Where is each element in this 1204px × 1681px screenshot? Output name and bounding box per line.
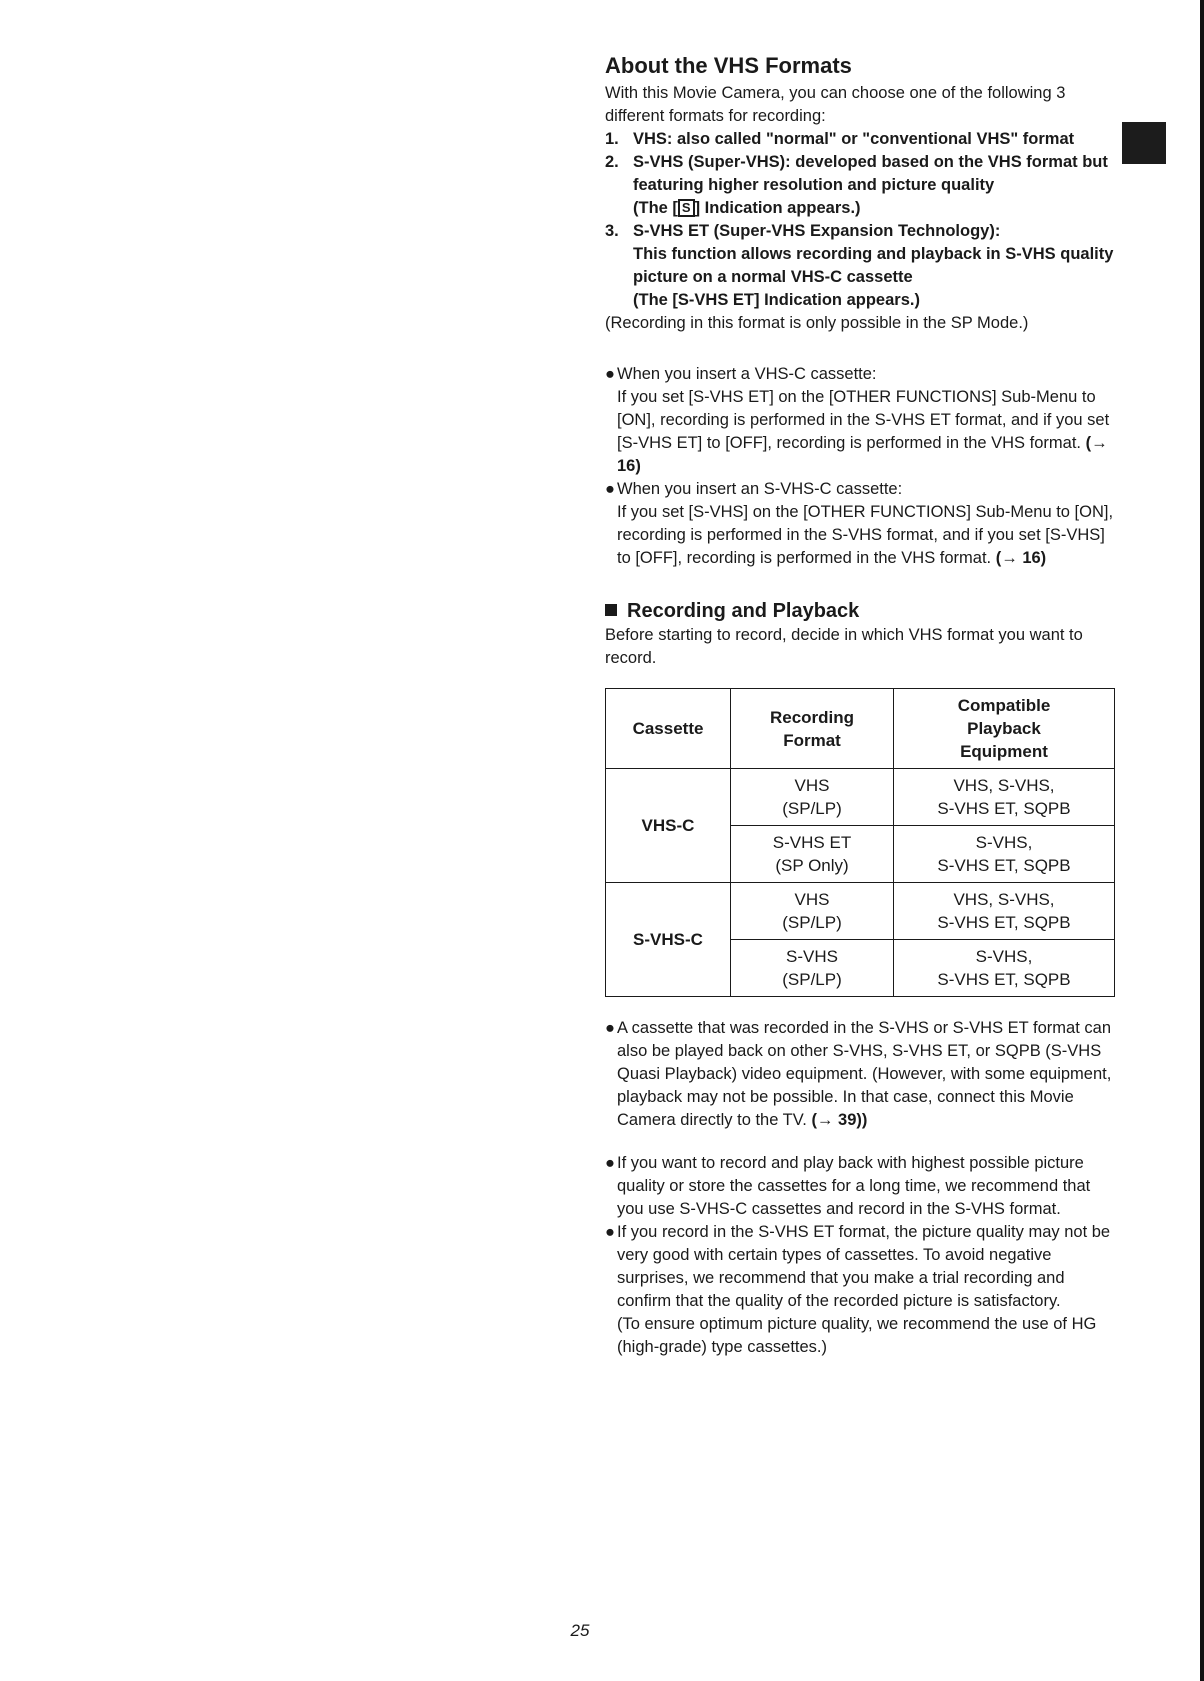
quality-notes — [605, 1152, 1115, 1359]
header-playback-equipment: Compatible Playback Equipment — [894, 689, 1115, 769]
section-heading: Recording and Playback — [605, 598, 1115, 624]
cassette-cell: S-VHS-C — [606, 883, 731, 997]
header-recording-format: Recording Format — [731, 689, 894, 769]
format-text: S-VHS ET (Super-VHS Expansion Technology): — [633, 222, 1001, 240]
format-cell: S-VHS (SP/LP) — [731, 940, 894, 997]
page-number: 25 — [570, 1621, 590, 1640]
format-cell: S-VHS ET (SP Only) — [731, 826, 894, 883]
section-intro: Before starting to record, decide in which VHS format you want to record. — [605, 626, 1083, 667]
format-cell: VHS (SP/LP) — [731, 883, 894, 940]
table-header-row — [606, 689, 1115, 769]
list-item — [605, 478, 1115, 570]
format-text: S-VHS (Super-VHS): developed based on the VHS format but featuring higher resolution and picture quality — [633, 153, 1108, 194]
note-heading: When you insert an S-VHS-C cassette: — [617, 480, 903, 498]
bullet-icon: ● — [605, 480, 615, 498]
square-bullet-icon — [605, 604, 617, 616]
s-indication-icon: S — [678, 199, 695, 217]
equipment-cell: S-VHS, S-VHS ET, SQPB — [894, 940, 1115, 997]
note-heading: When you insert a VHS-C cassette: — [617, 365, 877, 383]
format-number: 2. — [605, 153, 619, 171]
sp-mode-note: (Recording in this format is only possible in the SP Mode.) — [605, 314, 1029, 332]
bullet-icon: ● — [605, 1223, 615, 1241]
intro-text: With this Movie Camera, you can choose one of the following 3 different formats for recording: — [605, 84, 1066, 125]
page-reference: (→ 39)) — [811, 1111, 868, 1129]
compatibility-table — [605, 688, 1115, 997]
page-reference: (→ 16) — [995, 549, 1047, 567]
page-edge — [1200, 0, 1204, 1681]
table-row — [606, 769, 1115, 826]
note-body: If you set [S-VHS ET] on the [OTHER FUNCTIONS] Sub-Menu to [ON], recording is performed in the S-VHS ET format, and if you set [S-VHS ET] to [OFF], recording is performed in the VHS format. (→ 16) — [617, 388, 1110, 475]
note-body: If you set [S-VHS] on the [OTHER FUNCTIONS] Sub-Menu to [ON], recording is performed in the S-VHS format, and if you set [S-VHS] to [OFF], recording is performed in the VHS format. (→ 16) — [617, 503, 1114, 567]
format-list — [605, 128, 1115, 312]
format-text: This function allows recording and playback in S-VHS quality picture on a normal VHS-C cassette — [633, 245, 1114, 286]
page-reference: (→ 16) — [617, 434, 1108, 475]
bullet-icon: ● — [605, 1019, 615, 1037]
format-item — [605, 151, 1115, 220]
format-item — [605, 220, 1115, 312]
format-number: 1. — [605, 130, 619, 148]
list-item — [605, 1221, 1115, 1359]
bullet-icon: ● — [605, 1154, 615, 1172]
content-column — [605, 52, 1115, 1359]
page-title: About the VHS Formats — [605, 53, 852, 78]
format-number: 3. — [605, 222, 619, 240]
format-text: VHS: also called "normal" or "conventional VHS" format — [633, 130, 1075, 148]
equipment-cell: S-VHS, S-VHS ET, SQPB — [894, 826, 1115, 883]
header-cassette: Cassette — [606, 689, 731, 769]
format-text: (The [S-VHS ET] Indication appears.) — [633, 291, 920, 309]
format-item — [605, 128, 1115, 151]
note-body: If you record in the S-VHS ET format, the picture quality may not be very good with certain types of cassettes. To avoid negative surprises, we recommend that you make a trial recording and confirm that the quality of the recorded picture is satisfactory. — [617, 1223, 1111, 1310]
format-cell: VHS (SP/LP) — [731, 769, 894, 826]
insert-notes — [605, 363, 1115, 570]
bullet-icon: ● — [605, 365, 615, 383]
indication-line: (The [ S ] Indication appears.) — [633, 199, 861, 217]
list-item — [605, 1152, 1115, 1221]
hg-cassette-note: (To ensure optimum picture quality, we recommend the use of HG (high-grade) type cassettes.) — [617, 1315, 1097, 1356]
cassette-cell: VHS-C — [606, 769, 731, 883]
list-item — [605, 363, 1115, 478]
equipment-cell: VHS, S-VHS, S-VHS ET, SQPB — [894, 883, 1115, 940]
list-item — [605, 1017, 1115, 1132]
table-row — [606, 883, 1115, 940]
note-body: If you want to record and play back with highest possible picture quality or store the cassettes for a long time, we recommend that you use S-VHS-C cassettes and record in the S-VHS format. — [617, 1154, 1091, 1218]
note-body: A cassette that was recorded in the S-VHS or S-VHS ET format can also be played back on other S-VHS, S-VHS ET, or SQPB (S-VHS Quasi Playback) video equipment. (However, with some equipment, playback may not be possible. In that case, connect this Movie Camera directly to the TV. (→ 39)) — [617, 1019, 1112, 1129]
playback-notes — [605, 1017, 1115, 1132]
section-tab-marker — [1122, 122, 1166, 164]
equipment-cell: VHS, S-VHS, S-VHS ET, SQPB — [894, 769, 1115, 826]
